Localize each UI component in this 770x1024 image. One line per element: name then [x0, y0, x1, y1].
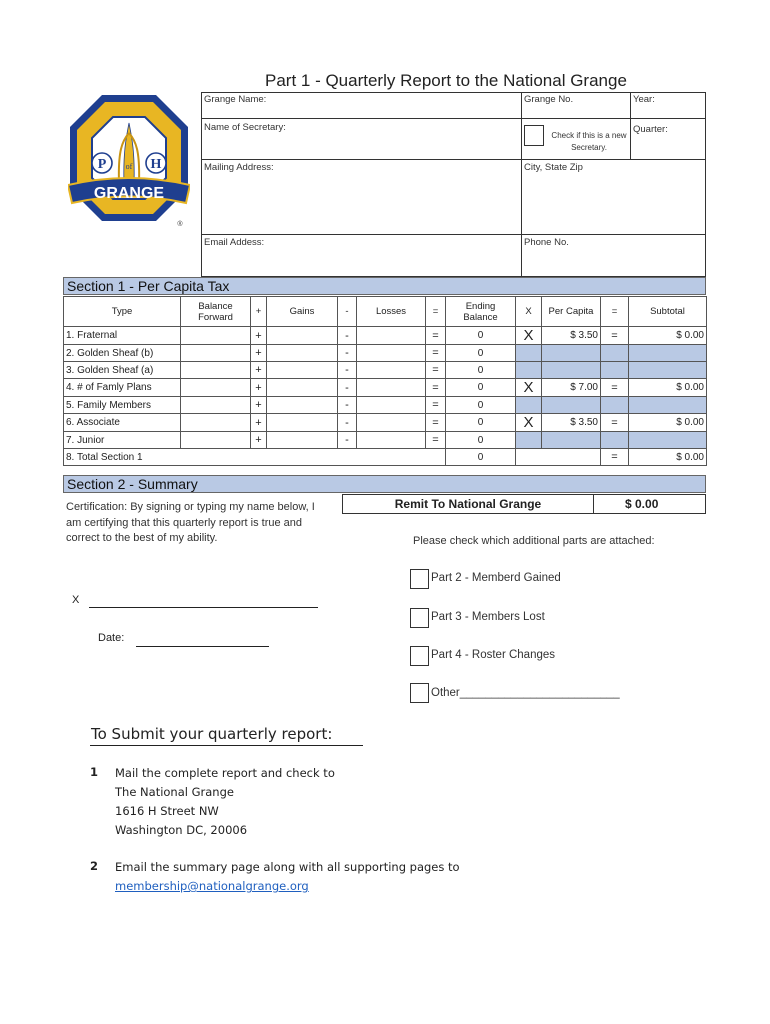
shaded-cell: [601, 397, 629, 414]
ending-balance-total: 0: [446, 449, 516, 466]
equals-sign: =: [426, 432, 446, 449]
section1-title: Section 1 - Per Capita Tax: [63, 277, 706, 295]
col-type: Type: [64, 297, 181, 327]
step2-text: [115, 858, 460, 896]
logo-text: GRANGE: [93, 185, 165, 202]
plus-sign: +: [251, 432, 267, 449]
email-address-field[interactable]: Email Addess:: [204, 237, 265, 248]
subtotal-value: $ 0.00: [629, 379, 707, 397]
table-row: [64, 345, 707, 362]
shaded-cell: [542, 345, 601, 362]
gains-input[interactable]: [267, 362, 338, 379]
row-type-total: 8. Total Section 1: [64, 449, 446, 466]
shaded-cell: [629, 362, 707, 379]
ending-balance: 0: [446, 362, 516, 379]
times-sign: X: [516, 327, 542, 345]
logo-registered-mark: ®: [177, 221, 183, 228]
balance-forward-input[interactable]: [181, 327, 251, 345]
shaded-cell: [542, 432, 601, 449]
shaded-cell: [516, 432, 542, 449]
part3-checkbox[interactable]: [410, 608, 429, 628]
row-type: 2. Golden Sheaf (b): [64, 345, 181, 362]
col-subtotal: Subtotal: [629, 297, 707, 327]
section2-title: Section 2 - Summary: [63, 475, 706, 493]
step1-line: The National Grange: [115, 785, 234, 799]
year-field[interactable]: Year:: [633, 94, 655, 105]
ending-balance: 0: [446, 414, 516, 432]
ending-balance: 0: [446, 379, 516, 397]
quarter-field[interactable]: Quarter:: [633, 124, 668, 135]
date-label: Date:: [98, 632, 125, 644]
row-type: 7. Junior: [64, 432, 181, 449]
step1-line: 1616 H Street NW: [115, 804, 219, 818]
row-type: 1. Fraternal: [64, 327, 181, 345]
losses-input[interactable]: [357, 397, 426, 414]
mailing-address-field[interactable]: Mailing Address:: [204, 162, 274, 173]
page-title: Part 1 - Quarterly Report to the National Grange: [265, 71, 627, 90]
col-per-capita: Per Capita: [542, 297, 601, 327]
col-gains: Gains: [267, 297, 338, 327]
balance-forward-input[interactable]: [181, 432, 251, 449]
city-state-zip-field[interactable]: City, State Zip: [524, 162, 583, 173]
remit-value: $ 0.00: [625, 497, 659, 511]
col-equals-2: =: [601, 297, 629, 327]
secretary-name-field[interactable]: Name of Secretary:: [204, 122, 286, 133]
row-type: 3. Golden Sheaf (a): [64, 362, 181, 379]
shaded-cell: [601, 345, 629, 362]
equals-sign: =: [426, 327, 446, 345]
minus-sign: -: [338, 327, 357, 345]
submit-heading-underline: [90, 745, 363, 746]
attached-parts-prompt: Please check which additional parts are attached:: [413, 535, 655, 547]
equals-sign: =: [601, 327, 629, 345]
plus-sign: +: [251, 362, 267, 379]
col-times: X: [516, 297, 542, 327]
table-row: [64, 397, 707, 414]
step1-line: Washington DC, 20006: [115, 823, 248, 837]
part2-checkbox[interactable]: [410, 569, 429, 589]
col-minus: -: [338, 297, 357, 327]
balance-forward-input[interactable]: [181, 414, 251, 432]
shaded-cell: [542, 397, 601, 414]
other-label: Other_________________________: [431, 687, 620, 699]
step2-number: 2: [90, 859, 99, 873]
minus-sign: -: [338, 414, 357, 432]
shaded-cell: [629, 397, 707, 414]
email-link[interactable]: membership@nationalgrange.org: [115, 879, 309, 893]
table-row-total: [64, 449, 707, 466]
plus-sign: +: [251, 397, 267, 414]
new-secretary-note: Check if this is a new Secretary.: [551, 131, 627, 152]
plus-sign: +: [251, 345, 267, 362]
table-row: [64, 362, 707, 379]
shaded-cell: [629, 432, 707, 449]
grange-logo: [68, 93, 190, 228]
row-type: 5. Family Members: [64, 397, 181, 414]
per-capita-table: [63, 296, 707, 466]
gains-input[interactable]: [267, 414, 338, 432]
col-balance-forward: Balance Forward: [181, 297, 251, 327]
remit-label: Remit To National Grange: [394, 497, 542, 511]
equals-sign: =: [426, 362, 446, 379]
gains-input[interactable]: [267, 379, 338, 397]
step1-number: 1: [90, 765, 99, 779]
equals-sign: =: [426, 379, 446, 397]
losses-input[interactable]: [357, 362, 426, 379]
losses-input[interactable]: [357, 414, 426, 432]
subtotal-total: $ 0.00: [629, 449, 707, 466]
minus-sign: -: [338, 432, 357, 449]
balance-forward-input[interactable]: [181, 379, 251, 397]
plus-sign: +: [251, 379, 267, 397]
gains-input[interactable]: [267, 327, 338, 345]
plus-sign: +: [251, 327, 267, 345]
equals-sign: =: [426, 345, 446, 362]
phone-number-field[interactable]: Phone No.: [524, 237, 569, 248]
part2-label: Part 2 - Memberd Gained: [431, 572, 561, 584]
equals-sign: =: [426, 397, 446, 414]
per-capita-rate: $ 7.00: [542, 379, 601, 397]
balance-forward-input[interactable]: [181, 397, 251, 414]
row-type: 6. Associate: [64, 414, 181, 432]
grange-name-field[interactable]: Grange Name:: [204, 94, 267, 105]
equals-sign: =: [601, 449, 629, 466]
row-type: 4. # of Famly Plans: [64, 379, 181, 397]
gains-input[interactable]: [267, 397, 338, 414]
table-row: [64, 432, 707, 449]
signature-x: X: [72, 594, 80, 606]
losses-input[interactable]: [357, 379, 426, 397]
shaded-cell: [629, 345, 707, 362]
date-line[interactable]: [136, 646, 269, 647]
per-capita-rate: $ 3.50: [542, 327, 601, 345]
table-row: [64, 379, 707, 397]
logo-letter-of: of: [125, 162, 133, 171]
table-row: [64, 327, 707, 345]
other-checkbox[interactable]: [410, 683, 429, 703]
shaded-cell: [516, 397, 542, 414]
certification-text: Certification: By signing or typing my name below, I am certifying that this quarterly report is true and correct to the best of my ability.: [66, 501, 315, 544]
shaded-cell: [601, 432, 629, 449]
shaded-cell: [601, 362, 629, 379]
subtotal-value: $ 0.00: [629, 414, 707, 432]
col-ending-balance: Ending Balance: [446, 297, 516, 327]
times-sign: X: [516, 379, 542, 397]
signature-line[interactable]: [89, 607, 318, 608]
step1-text: [115, 764, 335, 840]
minus-sign: -: [338, 397, 357, 414]
equals-sign: =: [601, 414, 629, 432]
losses-input[interactable]: [357, 327, 426, 345]
subtotal-value: $ 0.00: [629, 327, 707, 345]
minus-sign: -: [338, 379, 357, 397]
gains-input[interactable]: [267, 345, 338, 362]
submit-heading: To Submit your quarterly report:: [91, 725, 333, 743]
losses-input[interactable]: [357, 345, 426, 362]
losses-input[interactable]: [357, 432, 426, 449]
equals-sign: =: [601, 379, 629, 397]
step1-line: Mail the complete report and check to: [115, 766, 335, 780]
logo-letter-h: H: [150, 157, 162, 172]
shaded-cell: [516, 345, 542, 362]
plus-sign: +: [251, 414, 267, 432]
ending-balance: 0: [446, 327, 516, 345]
col-plus: +: [251, 297, 267, 327]
logo-letter-p: P: [97, 157, 107, 172]
gains-input[interactable]: [267, 432, 338, 449]
new-secretary-checkbox[interactable]: [524, 125, 544, 146]
ending-balance: 0: [446, 397, 516, 414]
part4-label: Part 4 - Roster Changes: [431, 649, 556, 661]
balance-forward-input[interactable]: [181, 345, 251, 362]
ending-balance: 0: [446, 345, 516, 362]
grange-number-field[interactable]: Grange No.: [524, 94, 574, 105]
col-equals: =: [426, 297, 446, 327]
minus-sign: -: [338, 362, 357, 379]
remit-box: [342, 494, 706, 514]
empty-cell: [516, 449, 601, 466]
col-losses: Losses: [357, 297, 426, 327]
times-sign: X: [516, 414, 542, 432]
part3-label: Part 3 - Members Lost: [431, 611, 545, 623]
ending-balance: 0: [446, 432, 516, 449]
shaded-cell: [542, 362, 601, 379]
balance-forward-input[interactable]: [181, 362, 251, 379]
step2-line: Email the summary page along with all supporting pages to: [115, 860, 460, 874]
equals-sign: =: [426, 414, 446, 432]
shaded-cell: [516, 362, 542, 379]
part4-checkbox[interactable]: [410, 646, 429, 666]
per-capita-rate: $ 3.50: [542, 414, 601, 432]
table-row: [64, 414, 707, 432]
minus-sign: -: [338, 345, 357, 362]
